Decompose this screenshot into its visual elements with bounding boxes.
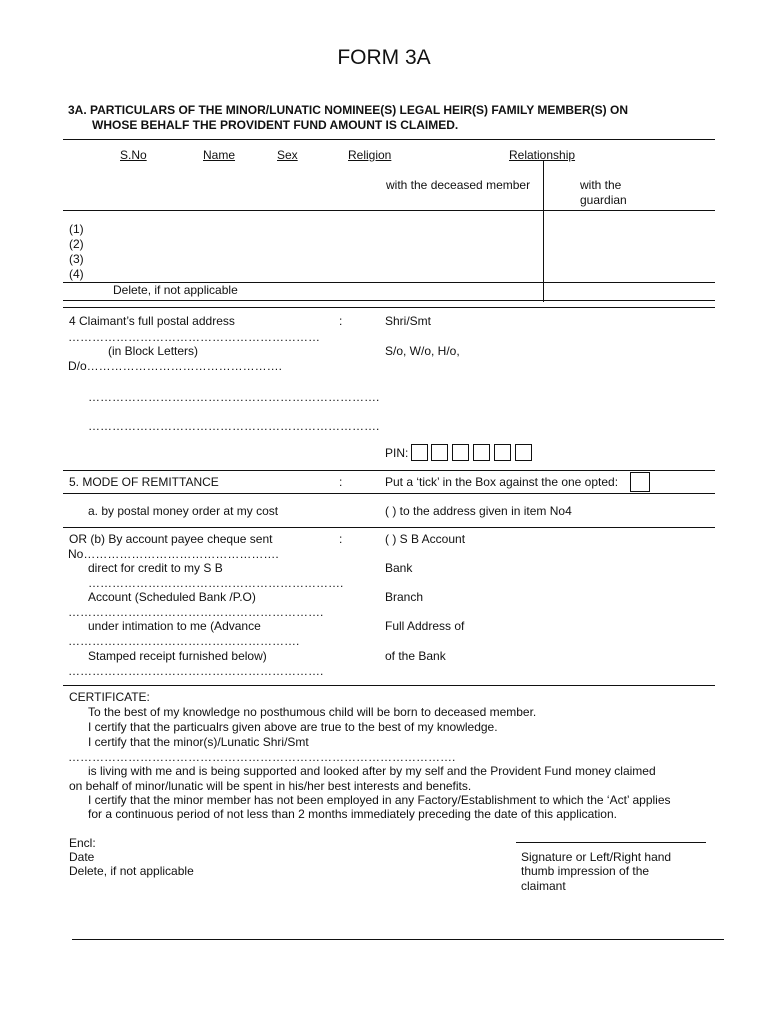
remittance-colon: : <box>339 475 343 489</box>
full-address-label: Full Address of <box>385 619 465 633</box>
table-header-rule <box>63 210 715 211</box>
do-line: D/o…………………………………………. <box>68 359 283 373</box>
direct-credit-text: direct for credit to my S B <box>88 561 223 575</box>
form-title: FORM 3A <box>337 46 431 69</box>
pin-digit-box[interactable] <box>431 444 448 461</box>
col-sex: Sex <box>277 148 298 162</box>
relationship-divider <box>543 160 544 302</box>
footer-delete-note: Delete, if not applicable <box>69 864 194 878</box>
sub-col-guardian-2: guardian <box>580 193 627 207</box>
row-number: (2) <box>69 237 84 251</box>
col-sno: S.No <box>120 148 147 162</box>
page-bottom-rule <box>72 939 724 940</box>
certificate-line: on behalf of minor/lunatic will be spent in his/her best interests and benefits. <box>69 779 472 793</box>
signature-line[interactable] <box>516 842 706 843</box>
certificate-line: I certify that the minor member has not been employed in any Factory/Establishment to which the ‘Act’ applies <box>88 793 671 807</box>
pin-digit-box[interactable] <box>452 444 469 461</box>
row-number: (4) <box>69 267 84 281</box>
address-label: 4 Claimant’s full postal address <box>69 314 235 328</box>
address-dots-3: ………………………………………………………………. <box>88 419 380 433</box>
pin-label: PIN: <box>385 446 409 460</box>
account-text: Account (Scheduled Bank /P.O) <box>88 590 256 604</box>
col-relationship: Relationship <box>509 148 576 162</box>
date-label: Date <box>69 850 95 864</box>
sb-account-label: ( ) S B Account <box>385 532 466 546</box>
dots-line-c: …………………………………………………. <box>68 634 300 648</box>
cheque-no-line: No…………………………………………. <box>68 547 279 561</box>
certificate-dots: ……………………………………………………………………………………. <box>68 750 456 764</box>
option-b-colon: : <box>339 532 343 546</box>
section-heading-line1: 3A. PARTICULARS OF THE MINOR/LUNATIC NOMINEE(S) LEGAL HEIR(S) FAMILY MEMBER(S) ON <box>68 103 629 117</box>
delete-note: Delete, if not applicable <box>113 283 238 297</box>
section-heading-line2: WHOSE BEHALF THE PROVIDENT FUND AMOUNT IS CLAIMED. <box>92 118 459 132</box>
certificate-line: To the best of my knowledge no posthumous child will be born to deceased member. <box>88 705 537 719</box>
signature-caption-3: claimant <box>521 879 566 893</box>
col-name: Name <box>203 148 236 162</box>
sub-col-guardian-1: with the <box>580 178 622 192</box>
row-number: (1) <box>69 222 84 236</box>
pin-digit-box[interactable] <box>494 444 511 461</box>
tick-box[interactable] <box>630 472 650 492</box>
certificate-top-rule <box>63 685 715 686</box>
certificate-line: I certify that the minor(s)/Lunatic Shri/Smt <box>88 735 309 749</box>
signature-caption-1: Signature or Left/Right hand <box>521 850 672 864</box>
option-b-rule <box>63 527 715 528</box>
shri-smt-label: Shri/Smt <box>385 314 432 328</box>
of-bank-label: of the Bank <box>385 649 446 663</box>
pin-digit-box[interactable] <box>473 444 490 461</box>
pin-digit-box[interactable] <box>411 444 428 461</box>
pin-digit-box[interactable] <box>515 444 532 461</box>
address-colon: : <box>339 314 343 328</box>
stamped-receipt-text: Stamped receipt furnished below) <box>88 649 267 663</box>
section5-mid-rule <box>63 493 715 494</box>
address-dots-2: ………………………………………………………………. <box>88 390 380 404</box>
branch-label: Branch <box>385 590 424 604</box>
table-top-rule <box>63 139 715 140</box>
enclosures-label: Encl: <box>69 836 96 850</box>
option-a-label: a. by postal money order at my cost <box>88 504 279 518</box>
sub-col-deceased: with the deceased member <box>386 178 531 192</box>
row-number: (3) <box>69 252 84 266</box>
dots-line-d: ………………………………………………………. <box>68 664 324 678</box>
bank-label: Bank <box>385 561 413 575</box>
tick-instruction: Put a ‘tick’ in the Box against the one opted: <box>385 475 619 489</box>
table-bottom-rule <box>63 300 715 301</box>
section4-top-rule <box>63 307 715 308</box>
signature-caption-2: thumb impression of the <box>521 864 650 878</box>
relation-label: S/o, W/o, H/o, <box>385 344 460 358</box>
certificate-line: is living with me and is being supported and looked after by my self and the Provident Fund money claimed <box>88 764 656 778</box>
col-religion: Religion <box>348 148 392 162</box>
intimation-text: under intimation to me (Advance <box>88 619 261 633</box>
certificate-line: for a continuous period of not less than 2 months immediately preceding the date of this application. <box>88 807 617 821</box>
option-a-detail: ( ) to the address given in item No4 <box>385 504 572 518</box>
certificate-line: I certify that the particualrs given above are true to the best of my knowledge. <box>88 720 498 734</box>
option-b-label: OR (b) By account payee cheque sent <box>69 532 273 546</box>
remittance-label: 5. MODE OF REMITTANCE <box>69 475 219 489</box>
dots-line-a: ………………………………………………………. <box>88 576 344 590</box>
dots-line-b: ………………………………………………………. <box>68 605 324 619</box>
address-dots-1: ……………………………………………………… <box>68 330 320 344</box>
section5-top-rule <box>63 470 715 471</box>
block-letters-note: (in Block Letters) <box>108 344 199 358</box>
certificate-heading: CERTIFICATE: <box>69 690 150 704</box>
